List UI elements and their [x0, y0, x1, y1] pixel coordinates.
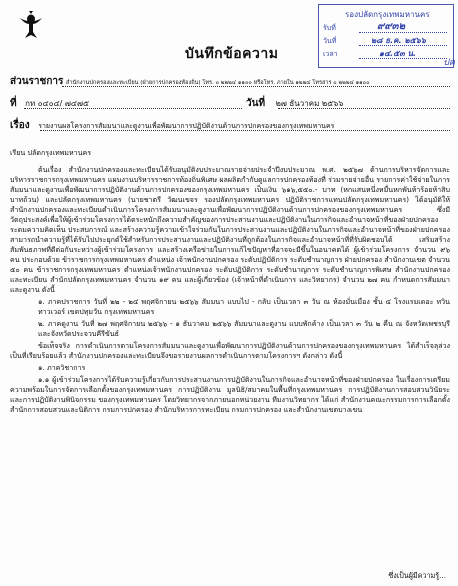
- body-paragraph: ๑. ภาคปราชการ วันที่ ๒๒ - ๒๔ พฤศจิกายน ๒๕๖๖ สัมมนา แบบไป - กลับ เป็นเวลา ๓ วัน ณ ห้องมั่นเมือง ชั้น ๔ โรงแรมเดอะ ทวิน ทาวเวอร์ เขตปทุมวัน กรุงเทพมหานคร: [38, 297, 450, 316]
- paragraph-list: [10, 165, 450, 415]
- ref-label: ที่: [10, 98, 17, 109]
- body-paragraph: ๑.๑ ผู้เข้าร่วมโครงการได้รับความรู้เกี่ยวกับการประสานงานการปฏิบัติงานในภารกิจและอำนาจหน้าที่ของฝ่ายปกครอง ในเรื่องการเตรียมความพร้อมในการจัดการเลือกตั้งของกรุงเทพมหานคร การปฏิบัติงาน มูลนิธิ/สมาคมในพื้นที่กรุงเทพมหานคร การปฏิบัติงานการสอบสวนวินัยระ และการปฏิบัติงานพินิจกรรม ของกรุงเทพมหานคร โดยวิทยากรจากภายนอกหน่วยงาน ทีมงานวิทยากร ได้แก่ สำนักงานคณะกรรมการการเลือกตั้ง สำนักการสอบสวนและนิติการ กรมการปกครอง สำนักบริหารการทะเบียน กรมการปกครอง และสำนักงานเขตบางเขน: [10, 375, 450, 414]
- stamp-label: เวลา: [323, 50, 338, 58]
- subject-value: รายงานผลโครงการสัมมนาและดูงานเพื่อพัฒนาการปฏิบัติงานด้านการปกครองของกรุงเทพมหานคร: [38, 122, 335, 130]
- dept-value: สำนักงานปกครองและทะเบียน (ฝ่ายการปกครองท้องถิ่น) โทร. ๐ ๒๒๒๔ ๑๑๐๐ หรือโทร. ภายใน ๑๒๒๔ โทรสาร ๐ ๒๒๒๔ ๑๑๐๐: [65, 80, 370, 86]
- body-paragraph: ข้อเท็จจริง การดำเนินการตามโครงการสัมมนาและดูงานเพื่อพัฒนาการปฏิบัติงานด้านการปกครองของกรุงเทพมหานคร ได้สำเร็จลุล่วงเป็นที่เรียบร้อยแล้ว สำนักงานปกครองและทะเบียนจึงขอรายงานผลการดำเนินการตามโครงการฯ ดังกล่าว ดังนี้: [10, 341, 450, 360]
- stamp-value: ๒๘ ธ.ค. ๒๕๖๖: [371, 36, 426, 45]
- date-value: ๒๗ ธันวาคม ๒๕๖๖: [275, 99, 344, 108]
- garuda-emblem-icon: [18, 10, 44, 40]
- continued-text: ซึ่งเป็นผู้มีความรู้...: [388, 571, 446, 580]
- stamp-title: รองปลัดกรุงเทพมหานคร: [345, 10, 430, 19]
- body-paragraph: ๒. ภาคดูงาน วันที่ ๒๗ พฤศจิกายน ๒๕๖๖ - ๑ ธันวาคม ๒๕๖๖ สัมมนาและดูงาน แบบพักค้าง เป็นเวลา ๓ วัน ๒ คืน ณ จังหวัดเพชรบุรีและจังหวัดประจวบคีรีขันธ์: [38, 319, 450, 338]
- stamp-extra: ปค: [443, 58, 455, 68]
- ref-value: กท ๐๔๐๔/ ๗๔๗๕: [25, 99, 90, 108]
- stamp-value: ๑๔.๕๓ น.: [379, 49, 416, 58]
- memo-body: [10, 148, 450, 417]
- stamp-value: ๙๙๓๒: [377, 21, 406, 32]
- body-paragraph: ต้นเรื่อง สำนักงานปกครองและทะเบียนได้รับอนุมัติงบประมาณรายจ่ายประจำปีงบประมาณ พ.ศ. ๒๕๖๗ ด้านการบริหารจัดการและบริหารราชการกรุงเทพมหานคร แผนงานบริหารราชการท้องถิ่นพิเศษ ผลผลิตกำกับดูแลการปกครองท้องที่ ร่วมรายจ่ายอื่น รายการค่าใช้จ่ายในการสัมมนาและดูงานเพื่อพัฒนาการปฏิบัติงานด้านการปกครองของกรุงเทพมหานคร เป็นเงิน ๖๑๖,๕๕๐.- บาท (หกแสนหนึ่งหมื่นหกพันห้าร้อยห้าสิบบาทถ้วน) และปลัดกรุงเทพมหานคร (นายชาตรี วัฒนเขจร รองปลัดกรุงเทพมหานคร ปฏิบัติราชการแทนปลัดกรุงเทพมหานคร) ได้อนุมัติให้สำนักงานปกครองและทะเบียนดำเนินการโครงการสัมมนาและดูงานเพื่อพัฒนาการปฏิบัติงานด้านการปกครองของกรุงเทพมหานคร ซึ่งมีวัตถุประสงค์เพื่อให้ผู้เข้าร่วมโครงการได้ตระหนักถึงความสำคัญของการประสานงานและปฏิบัติงานในภารกิจและอำนาจหน้าที่ของฝ่ายปกครอง ระดมความคิดเห็น ประสบการณ์ และสร้างความรู้ความเข้าใจร่วมกันในการประสานงานและปฏิบัติงานในภารกิจและอำนาจหน้าที่ของฝ่ายปกครอง สามารถนำความรู้ที่ได้รับไปประยุกต์ใช้สำหรับการประสานงานและปฏิบัติงานที่ถูกต้องในภารกิจและอำนาจหน้าที่ที่รับผิดชอบได้ เสริมสร้างสัมพันธภาพที่ดีต่อกันระหว่างผู้เข้าร่วมโครงการ และสร้างเครือข่ายในการแก้ไขปัญหาที่อาจจะมีขึ้นในอนาคตได้ ผู้เข้าร่วมโครงการ จำนวน ๙๖ คน ประกอบด้วย ข้าราชการกรุงเทพมหานคร ตำแหน่ง เจ้าพนักงานปกครอง ระดับปฏิบัติการ ระดับชำนาญการ ฝ่ายปกครอง สำนักงานเขต จำนวน ๕๐ คน ข้าราชการกรุงเทพมหานคร ตำแหน่งเจ้าพนักงานปกครอง ระดับปฏิบัติการ ระดับชำนาญการ ระดับชำนาญการพิเศษ สำนักงานปกครองและทะเบียน สำนักปลัดกรุงเทพมหานคร จำนวน ๑๙ คน และผู้เกี่ยวข้อง (เจ้าหน้าที่ดำเนินการ และวิทยากร) จำนวน ๒๗ คน กำหนดการสัมมนาและดูงาน ดังนี้: [10, 165, 450, 294]
- memo-title: บันทึกข้อความ: [185, 46, 279, 62]
- dept-label: ส่วนราชการ: [10, 76, 64, 87]
- subject-label: เรื่อง: [10, 120, 30, 131]
- body-paragraph: ๑. ภาควิชาการ: [38, 363, 86, 372]
- salutation: เรียน ปลัดกรุงเทพมหานคร: [10, 148, 92, 157]
- date-label: วันที่: [246, 98, 266, 109]
- received-stamp: [318, 4, 454, 68]
- stamp-label: วันที่: [323, 37, 337, 45]
- stamp-label: รับที่: [323, 24, 336, 32]
